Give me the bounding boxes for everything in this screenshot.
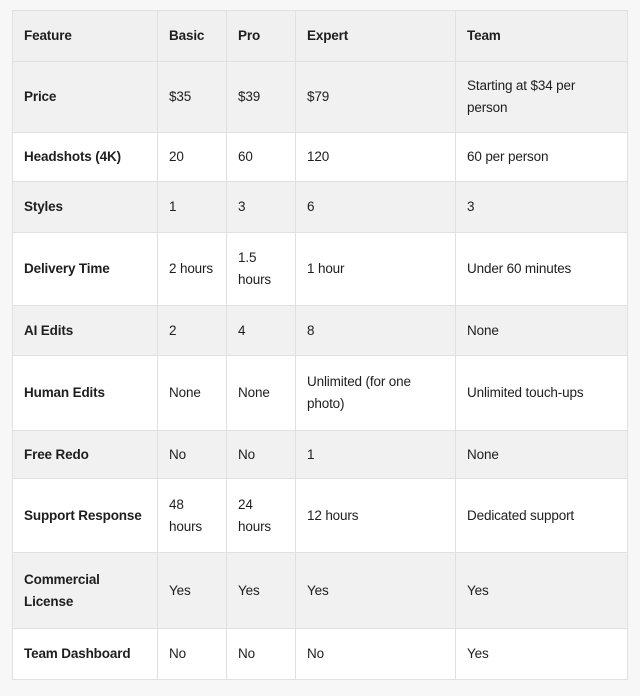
cell-price-expert: $79 [296, 62, 456, 133]
table-row-ai-edits [13, 306, 628, 356]
cell-support-team: Dedicated support [456, 479, 628, 553]
table-row-team-dashboard [13, 629, 628, 680]
cell-license-expert: Yes [296, 553, 456, 629]
cell-free-redo-expert: 1 [296, 431, 456, 479]
row-label-ai-edits: AI Edits [13, 306, 158, 356]
cell-headshots-expert: 120 [296, 133, 456, 182]
table-row-human-edits [13, 356, 628, 431]
cell-free-redo-pro: No [227, 431, 296, 479]
cell-styles-basic: 1 [158, 182, 227, 233]
table-row-price [13, 62, 628, 133]
cell-ai-edits-pro: 4 [227, 306, 296, 356]
table-row-delivery-time [13, 233, 628, 306]
table-row-support-response [13, 479, 628, 553]
row-label-commercial-license: Commercial License [13, 553, 158, 629]
cell-dashboard-basic: No [158, 629, 227, 680]
cell-human-edits-basic: None [158, 356, 227, 431]
cell-support-pro: 24 hours [227, 479, 296, 553]
table-body [13, 62, 628, 680]
cell-license-team: Yes [456, 553, 628, 629]
table-row-headshots [13, 133, 628, 182]
cell-support-expert: 12 hours [296, 479, 456, 553]
row-label-support-response: Support Response [13, 479, 158, 553]
cell-headshots-basic: 20 [158, 133, 227, 182]
cell-price-team: Starting at $34 per person [456, 62, 628, 133]
row-label-styles: Styles [13, 182, 158, 233]
cell-headshots-team: 60 per person [456, 133, 628, 182]
cell-free-redo-team: None [456, 431, 628, 479]
column-header-team: Team [456, 11, 628, 62]
column-header-basic: Basic [158, 11, 227, 62]
cell-human-edits-pro: None [227, 356, 296, 431]
table-row-free-redo [13, 431, 628, 479]
table-row-styles [13, 182, 628, 233]
row-label-human-edits: Human Edits [13, 356, 158, 431]
row-label-headshots: Headshots (4K) [13, 133, 158, 182]
cell-license-basic: Yes [158, 553, 227, 629]
cell-styles-expert: 6 [296, 182, 456, 233]
cell-ai-edits-team: None [456, 306, 628, 356]
cell-free-redo-basic: No [158, 431, 227, 479]
cell-delivery-basic: 2 hours [158, 233, 227, 306]
cell-styles-pro: 3 [227, 182, 296, 233]
table-header-row [13, 11, 628, 62]
cell-delivery-team: Under 60 minutes [456, 233, 628, 306]
cell-human-edits-expert: Unlimited (for one photo) [296, 356, 456, 431]
table-row-commercial-license [13, 553, 628, 629]
cell-dashboard-team: Yes [456, 629, 628, 680]
cell-ai-edits-basic: 2 [158, 306, 227, 356]
cell-delivery-expert: 1 hour [296, 233, 456, 306]
row-label-price: Price [13, 62, 158, 133]
cell-price-basic: $35 [158, 62, 227, 133]
column-header-expert: Expert [296, 11, 456, 62]
table-header [13, 11, 628, 62]
cell-delivery-pro: 1.5 hours [227, 233, 296, 306]
pricing-comparison-table [12, 10, 628, 680]
cell-dashboard-pro: No [227, 629, 296, 680]
cell-dashboard-expert: No [296, 629, 456, 680]
cell-price-pro: $39 [227, 62, 296, 133]
cell-ai-edits-expert: 8 [296, 306, 456, 356]
row-label-team-dashboard: Team Dashboard [13, 629, 158, 680]
cell-license-pro: Yes [227, 553, 296, 629]
cell-headshots-pro: 60 [227, 133, 296, 182]
column-header-feature: Feature [13, 11, 158, 62]
cell-human-edits-team: Unlimited touch-ups [456, 356, 628, 431]
row-label-free-redo: Free Redo [13, 431, 158, 479]
column-header-pro: Pro [227, 11, 296, 62]
cell-styles-team: 3 [456, 182, 628, 233]
row-label-delivery-time: Delivery Time [13, 233, 158, 306]
cell-support-basic: 48 hours [158, 479, 227, 553]
